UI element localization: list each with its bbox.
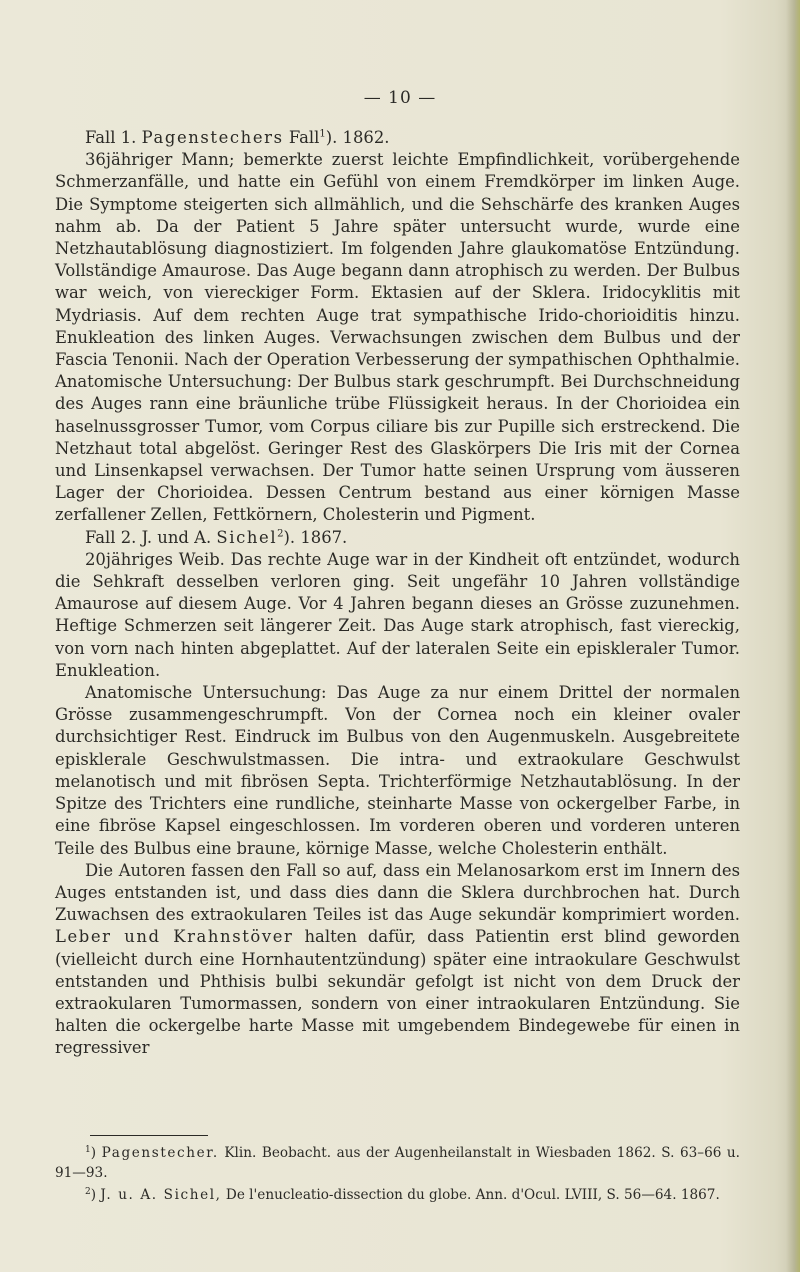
page-edge-shadow	[786, 0, 800, 1272]
case1-body: 36jähriger Mann; bemerkte zuerst leichte Empfindlichkeit, vorübergehende Schmerzanfälle, und hatte ein Gefühl von einem Fremdkörper im linken Auge. Die Symptome steigerten sich allmählich, und die Sehschärfe des kranken Auges nahm ab. Da der Patient 5 Jahre später untersucht wurde, wurde eine Netzhautablösung diagnostiziert. Im folgenden Jahre glaukomatöse Entzündung. Vollständige Amaurose. Das Auge begann dann atrophisch zu werden. Der Bulbus war weich, von viereckiger Form. Ektasien auf der Sklera. Iridocyklitis mit Mydriasis. Auf dem rechten Auge trat sympathische Irido-chorioiditis hinzu. Enukleation des linken Auges. Verwachsungen zwischen dem Bulbus und der Fascia Tenonii. Nach der Operation Verbesserung der sympathischen Ophthalmie. Anatomische Untersuchung: Der Bulbus stark geschrumpft. Bei Durchschneidung des Auges rann eine bräunliche trübe Flüssigkeit heraus. In der Chorioidea ein haselnussgrosser Tumor, vom Corpus ciliare bis zur Pupille sich erstreckend. Die Netzhaut total abgelöst. Geringer Rest des Glaskörpers Die Iris mit der Cornea und Linsenkapsel verwachsen. Der Tumor hatte seinen Ursprung vom äusseren Lager der Chorioidea. Dessen Centrum bestand aus einer körnigen Masse zerfallener Zellen, Fettkörnern, Cholesterin und Pigment.	[55, 150, 740, 525]
body-text	[55, 127, 740, 1060]
case2-year: ). 1867.	[283, 527, 348, 547]
case1-fall-word: Fall	[288, 128, 320, 147]
case1-author: Pagenstechers	[141, 128, 284, 147]
footnote-divider	[90, 1135, 208, 1136]
case2-body-3-names: Leber und Krahnstöver	[55, 927, 294, 947]
footnote-ref-2: 2	[277, 528, 284, 540]
case2-body-3-end: halten dafür, dass Patientin erst blind geworden (vielleicht durch eine Hornhautentzündung) später eine intraokulare Geschwulst entstanden und Phthisis bulbi sekundär gefolgt ist nicht von dem Druck der extraokularen Tumormassen, sondern von einer intraokularen Entzündung. Sie halten die ockergelbe harte Masse mit umgebendem Bindegewebe für einen in regressiver	[55, 927, 740, 1058]
case2-body-3-start: Die Autoren fassen den Fall so auf, dass ein Melanosarkom erst im Innern des Auges entstanden ist, und dass dies dann die Sklera durchbrochen hat. Durch Zuwachsen des extraokularen Teiles ist das Auge sekundär komprimiert worden.	[55, 860, 740, 925]
footnote-1-mark: 1	[85, 1145, 91, 1155]
footnote-2-author: J. u. A. Sichel,	[100, 1187, 222, 1204]
case1-heading	[55, 127, 740, 149]
footnote-1: $^1$) Pagenstecher. Klin. Beobacht. aus der Augenheilanstalt in Wiesbaden 1862. S. 63–66 u. 91—93.	[55, 1145, 741, 1181]
case2-fall: Fall 2.	[85, 527, 137, 547]
case2-body-2: Anatomische Untersuchung: Das Auge za nur einem Drittel der normalen Grösse zusammengeschrumpft. Von der Cornea noch ein kleiner ovaler durchsichtiger Rest. Eindruck im Bulbus von den Augenmuskeln. Ausgebreitete episklerale Geschwulstmassen. Die intra- und extraokulare Geschwulst melanotisch und mit fibrösen Septa. Trichterförmige Netzhautablösung. In der Spitze des Trichters eine rundliche, steinharte Masse von ockergelber Farbe, in eine fibröse Kapsel eingeschlossen. Im vorderen oberen und vorderen unteren Teile des Bulbus eine braune, körnige Masse, welche Cholesterin enthält.	[55, 683, 740, 858]
case1-year: ). 1862.	[325, 128, 390, 147]
case2-heading	[55, 527, 740, 549]
footnote-1-author: Pagenstecher.	[101, 1145, 219, 1161]
footnote-2-mark: 2	[85, 1187, 91, 1198]
case2-author: Sichel	[216, 527, 278, 547]
footnote-ref-1: 1	[319, 128, 326, 140]
footnotes	[55, 1141, 740, 1206]
case1-fall: Fall 1.	[85, 128, 137, 147]
footnote-2-text: De l'enucleatio-dissection du globe. Ann. d'Ocul. LVIII, S. 56—64. 1867.	[225, 1187, 720, 1204]
case2-body-3	[55, 860, 740, 1060]
case2-initials: J. und A.	[141, 527, 212, 547]
footnote-2: $^2$) J. u. A. Sichel, De l'enucleatio-dissection du globe. Ann. d'Ocul. LVIII, S. 56—64. 1867.	[85, 1187, 720, 1204]
footnote-1-text: Klin. Beobacht. aus der Augenheilanstalt in Wiesbaden 1862. S. 63–66 u. 91—93.	[55, 1145, 741, 1181]
page-number: — 10 —	[363, 88, 437, 108]
case2-body-1: 20jähriges Weib. Das rechte Auge war in der Kindheit oft entzündet, wodurch die Sehkraft desselben verloren ging. Seit ungefähr 10 Jahren vollständige Amaurose auf diesem Auge. Vor 4 Jahren begann dieses an Grösse zuzunehmen. Heftige Schmerzen seit längerer Zeit. Das Auge stark atrophisch, fast viereckig, von vorn nach hinten abgeplattet. Auf der lateralen Seite ein episkleraler Tumor. Enukleation.	[55, 549, 740, 680]
